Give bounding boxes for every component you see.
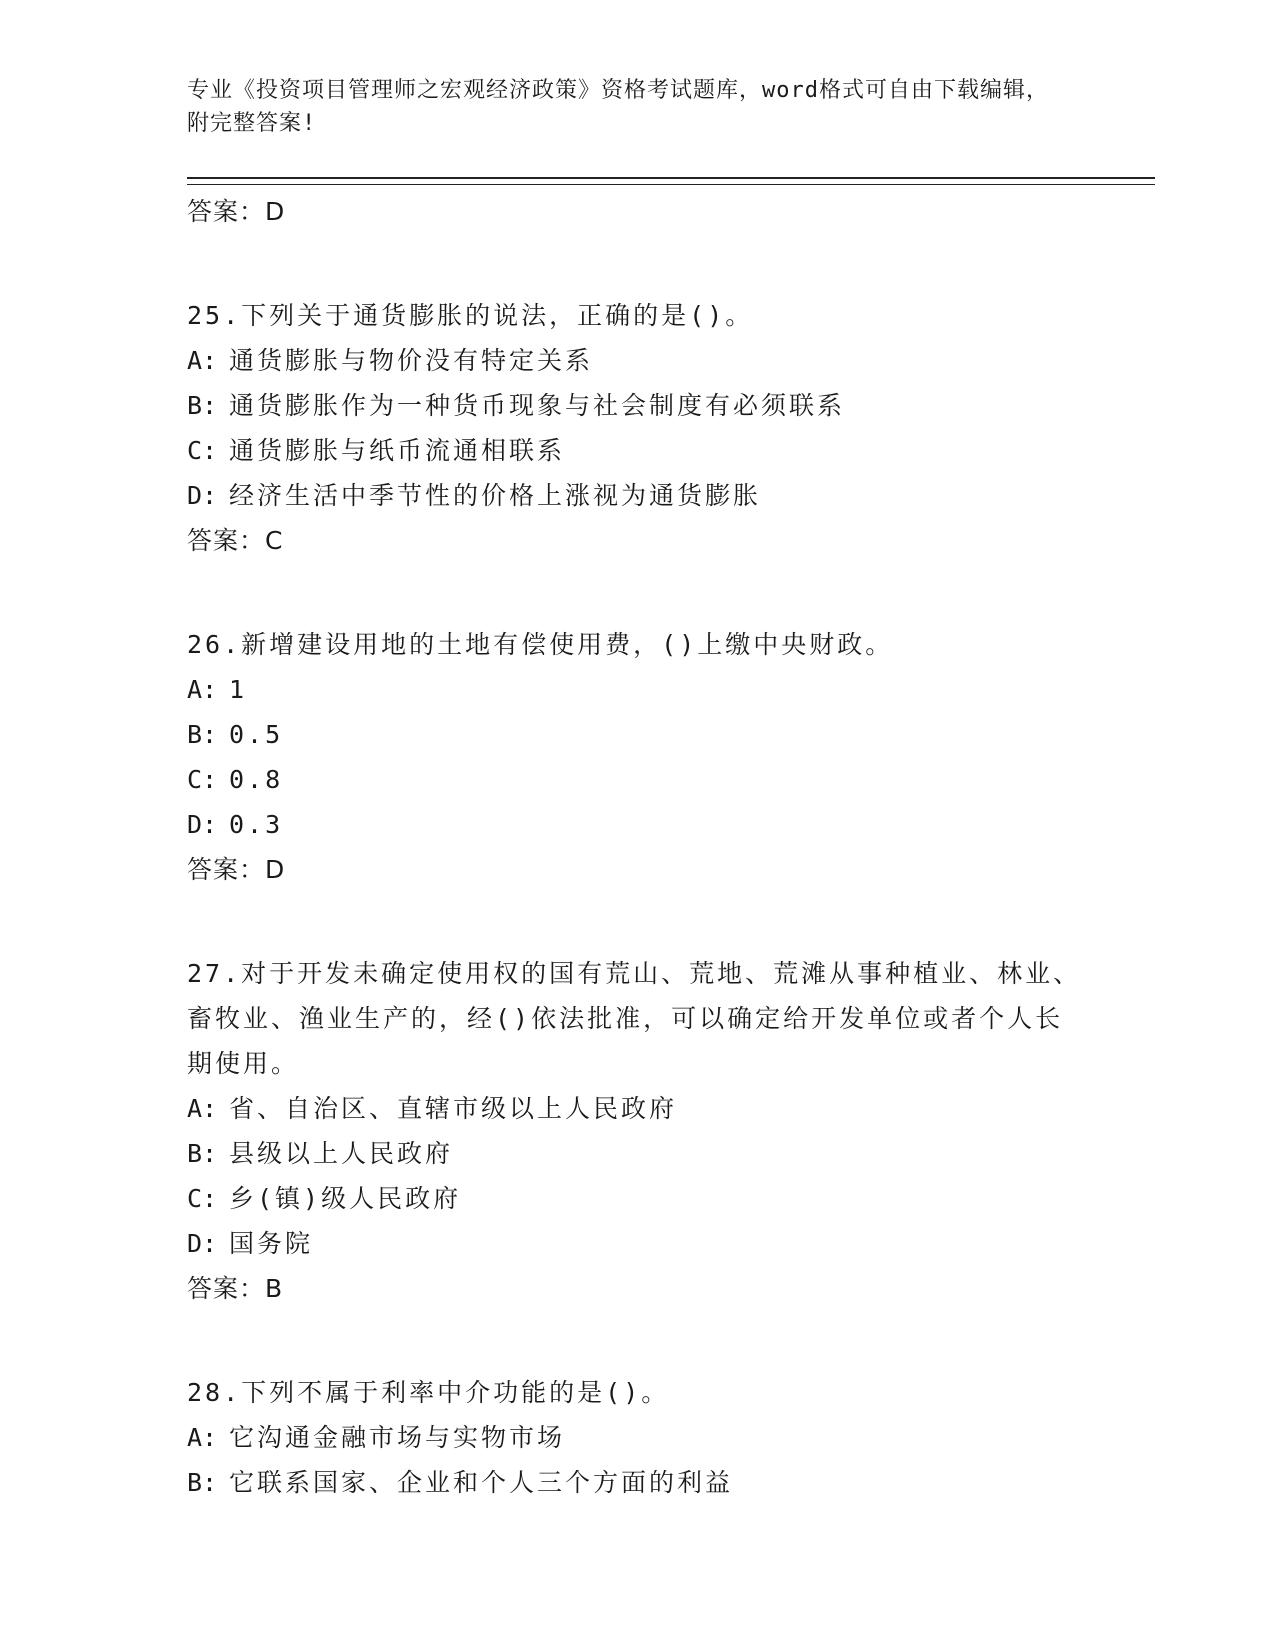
document-header bbox=[187, 74, 1067, 140]
question-block-25 bbox=[187, 293, 1087, 564]
header-text: 专业《投资项目管理师之宏观经济政策》资格考试题库，word格式可自由下载编辑，附完整答案! bbox=[187, 78, 1049, 136]
question-list bbox=[187, 189, 1087, 1505]
option-d: D: 0.3 bbox=[187, 810, 284, 839]
option-a: A: 省、自治区、直辖市级以上人民政府 bbox=[187, 1094, 678, 1123]
question-stem: 27.对于开发未确定使用权的国有荒山、荒地、荒滩从事种植业、林业、畜牧业、渔业生产的，经()依法批准，可以确定给开发单位或者个人长期使用。 bbox=[187, 959, 1082, 1078]
question-stem: 25.下列关于通货膨胀的说法，正确的是()。 bbox=[187, 301, 754, 330]
header-divider bbox=[187, 177, 1155, 185]
option-b: B: 0.5 bbox=[187, 720, 284, 749]
option-c: C: 0.8 bbox=[187, 765, 284, 794]
option-a: A: 1 bbox=[187, 675, 248, 704]
option-b: B: 通货膨胀作为一种货币现象与社会制度有必须联系 bbox=[187, 391, 846, 420]
option-c: C: 乡(镇)级人民政府 bbox=[187, 1184, 462, 1213]
option-d: D: 经济生活中季节性的价格上涨视为通货膨胀 bbox=[187, 481, 762, 510]
option-a: A: 通货膨胀与物价没有特定关系 bbox=[187, 346, 594, 375]
option-a: A: 它沟通金融市场与实物市场 bbox=[187, 1423, 566, 1452]
answer-line: 答案：B bbox=[187, 1274, 284, 1303]
question-stem: 26.新增建设用地的土地有偿使用费，()上缴中央财政。 bbox=[187, 630, 894, 659]
question-stem: 28.下列不属于利率中介功能的是()。 bbox=[187, 1378, 670, 1407]
question-block-28 bbox=[187, 1370, 1087, 1505]
question-block-26 bbox=[187, 622, 1087, 893]
question-block-27 bbox=[187, 951, 1087, 1312]
answer-line: 答案：D bbox=[187, 197, 286, 226]
option-b: B: 县级以上人民政府 bbox=[187, 1139, 454, 1168]
answer-line: 答案：C bbox=[187, 526, 284, 555]
option-b: B: 它联系国家、企业和个人三个方面的利益 bbox=[187, 1468, 734, 1497]
option-c: C: 通货膨胀与纸币流通相联系 bbox=[187, 436, 566, 465]
option-d: D: 国务院 bbox=[187, 1229, 314, 1258]
answer-line: 答案：D bbox=[187, 855, 286, 884]
